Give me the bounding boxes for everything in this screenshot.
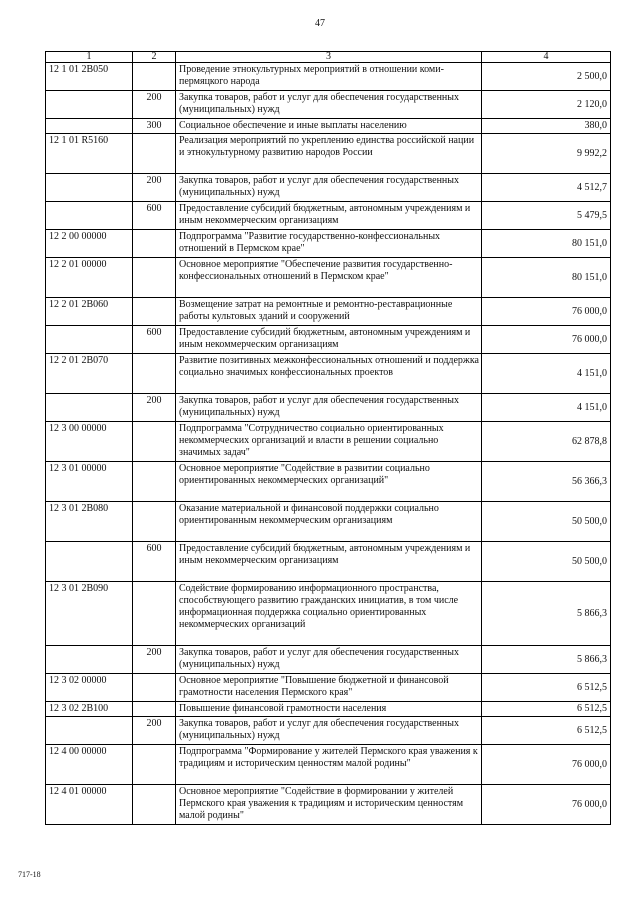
row-amount: 76 000,0 <box>482 745 611 785</box>
row-amount: 2 500,0 <box>482 63 611 91</box>
row-expense-type <box>133 258 176 298</box>
column-header-description: 3 <box>176 52 482 63</box>
table-row <box>46 63 611 91</box>
row-code: 12 4 01 00000 <box>46 785 133 825</box>
row-description: Реализация мероприятий по укреплению единства российской нации и этнокультурному развитию народов России <box>176 134 482 174</box>
column-header-amount: 4 <box>482 52 611 63</box>
table-body <box>46 63 611 825</box>
row-description: Содействие формированию информационного пространства, способствующего развитию гражданских инициатив, в том числе информационная поддержка социально ориентированных некоммерческих организаций <box>176 582 482 646</box>
row-amount: 50 500,0 <box>482 502 611 542</box>
row-description: Предоставление субсидий бюджетным, автономным учреждениям и иным некоммерческим организациям <box>176 326 482 354</box>
row-amount: 56 366,3 <box>482 462 611 502</box>
row-description: Подпрограмма "Сотрудничество социально ориентированных некоммерческих организаций и власти в решении социально значимых задач" <box>176 422 482 462</box>
row-amount: 76 000,0 <box>482 298 611 326</box>
row-code: 12 1 01 R5160 <box>46 134 133 174</box>
row-amount: 6 512,5 <box>482 717 611 745</box>
table-row <box>46 646 611 674</box>
row-code <box>46 646 133 674</box>
row-code: 12 3 02 2В100 <box>46 702 133 717</box>
row-code: 12 1 01 2В050 <box>46 63 133 91</box>
table-row <box>46 134 611 174</box>
row-description: Основное мероприятие "Содействие в развитии социально ориентированных некоммерческих организаций" <box>176 462 482 502</box>
table-row <box>46 674 611 702</box>
row-code <box>46 119 133 134</box>
row-code: 12 3 00 00000 <box>46 422 133 462</box>
row-expense-type <box>133 134 176 174</box>
row-expense-type: 200 <box>133 174 176 202</box>
row-description: Основное мероприятие "Повышение бюджетной и финансовой грамотности населения Пермского края" <box>176 674 482 702</box>
row-amount: 2 120,0 <box>482 91 611 119</box>
table-row <box>46 119 611 134</box>
row-code: 12 3 02 00000 <box>46 674 133 702</box>
row-amount: 62 878,8 <box>482 422 611 462</box>
row-expense-type <box>133 745 176 785</box>
row-expense-type <box>133 422 176 462</box>
row-amount: 76 000,0 <box>482 785 611 825</box>
row-expense-type: 200 <box>133 717 176 745</box>
table-row <box>46 717 611 745</box>
row-amount: 6 512,5 <box>482 674 611 702</box>
row-amount: 4 151,0 <box>482 394 611 422</box>
row-description: Возмещение затрат на ремонтные и ремонтно-реставрационные работы культовых зданий и сооружений <box>176 298 482 326</box>
row-description: Основное мероприятие "Содействие в формировании у жителей Пермского края уважения к традициям и историческим ценностям малой родины" <box>176 785 482 825</box>
row-description: Развитие позитивных межконфессиональных отношений и поддержка социально значимых конфессиональных проектов <box>176 354 482 394</box>
row-description: Закупка товаров, работ и услуг для обеспечения государственных (муниципальных) нужд <box>176 91 482 119</box>
table-row <box>46 542 611 582</box>
row-expense-type: 600 <box>133 542 176 582</box>
row-amount: 80 151,0 <box>482 258 611 298</box>
row-description: Проведение этнокультурных мероприятий в отношении коми-пермяцкого народа <box>176 63 482 91</box>
table-row <box>46 745 611 785</box>
row-amount: 6 512,5 <box>482 702 611 717</box>
row-amount: 4 151,0 <box>482 354 611 394</box>
row-description: Предоставление субсидий бюджетным, автономным учреждениям и иным некоммерческим организациям <box>176 202 482 230</box>
row-description: Предоставление субсидий бюджетным, автономным учреждениям и иным некоммерческим организациям <box>176 542 482 582</box>
row-code <box>46 542 133 582</box>
row-code <box>46 717 133 745</box>
row-code <box>46 326 133 354</box>
row-description: Закупка товаров, работ и услуг для обеспечения государственных (муниципальных) нужд <box>176 646 482 674</box>
row-code: 12 3 01 00000 <box>46 462 133 502</box>
table-row <box>46 394 611 422</box>
row-description: Подпрограмма "Развитие государственно-конфессиональных отношений в Пермском крае" <box>176 230 482 258</box>
footer-document-code: 717-18 <box>18 870 41 879</box>
table-row <box>46 785 611 825</box>
row-amount: 5 866,3 <box>482 646 611 674</box>
table-row <box>46 326 611 354</box>
table-row <box>46 202 611 230</box>
row-expense-type <box>133 63 176 91</box>
row-amount: 5 479,5 <box>482 202 611 230</box>
table-row <box>46 462 611 502</box>
row-amount: 380,0 <box>482 119 611 134</box>
row-amount: 9 992,2 <box>482 134 611 174</box>
row-code: 12 3 01 2В090 <box>46 582 133 646</box>
table-row <box>46 702 611 717</box>
row-expense-type <box>133 462 176 502</box>
row-expense-type <box>133 582 176 646</box>
row-code <box>46 91 133 119</box>
row-code: 12 3 01 2В080 <box>46 502 133 542</box>
row-description: Закупка товаров, работ и услуг для обеспечения государственных (муниципальных) нужд <box>176 717 482 745</box>
row-expense-type: 600 <box>133 326 176 354</box>
row-code <box>46 394 133 422</box>
row-code <box>46 174 133 202</box>
row-expense-type: 200 <box>133 91 176 119</box>
table-row <box>46 174 611 202</box>
row-description: Подпрограмма "Формирование у жителей Пермского края уважения к традициям и историческим ценностям малой родины" <box>176 745 482 785</box>
row-expense-type <box>133 230 176 258</box>
row-expense-type: 600 <box>133 202 176 230</box>
table-row <box>46 258 611 298</box>
row-amount: 4 512,7 <box>482 174 611 202</box>
row-code <box>46 202 133 230</box>
row-expense-type: 300 <box>133 119 176 134</box>
row-amount: 80 151,0 <box>482 230 611 258</box>
row-code: 12 2 01 00000 <box>46 258 133 298</box>
column-header-code: 1 <box>46 52 133 63</box>
row-expense-type <box>133 702 176 717</box>
row-code: 12 2 01 2В060 <box>46 298 133 326</box>
row-expense-type <box>133 298 176 326</box>
row-description: Оказание материальной и финансовой поддержки социально ориентированным некоммерческим организациям <box>176 502 482 542</box>
table-row <box>46 422 611 462</box>
row-expense-type <box>133 354 176 394</box>
table-row <box>46 230 611 258</box>
row-amount: 50 500,0 <box>482 542 611 582</box>
row-expense-type: 200 <box>133 646 176 674</box>
row-description: Закупка товаров, работ и услуг для обеспечения государственных (муниципальных) нужд <box>176 394 482 422</box>
row-expense-type: 200 <box>133 394 176 422</box>
row-expense-type <box>133 674 176 702</box>
page-number: 47 <box>315 18 325 29</box>
table-row <box>46 298 611 326</box>
row-description: Закупка товаров, работ и услуг для обеспечения государственных (муниципальных) нужд <box>176 174 482 202</box>
row-amount: 76 000,0 <box>482 326 611 354</box>
table-row <box>46 502 611 542</box>
table-row <box>46 91 611 119</box>
row-description: Основное мероприятие "Обеспечение развития государственно-конфессиональных отношений в Пермском крае" <box>176 258 482 298</box>
row-description: Повышение финансовой грамотности населения <box>176 702 482 717</box>
row-code: 12 4 00 00000 <box>46 745 133 785</box>
row-amount: 5 866,3 <box>482 582 611 646</box>
column-header-expense-type: 2 <box>133 52 176 63</box>
table-row <box>46 354 611 394</box>
table-row <box>46 582 611 646</box>
row-description: Социальное обеспечение и иные выплаты населению <box>176 119 482 134</box>
row-code: 12 2 01 2В070 <box>46 354 133 394</box>
row-expense-type <box>133 502 176 542</box>
row-code: 12 2 00 00000 <box>46 230 133 258</box>
row-expense-type <box>133 785 176 825</box>
budget-table <box>45 51 611 825</box>
table-header-row <box>46 52 611 63</box>
